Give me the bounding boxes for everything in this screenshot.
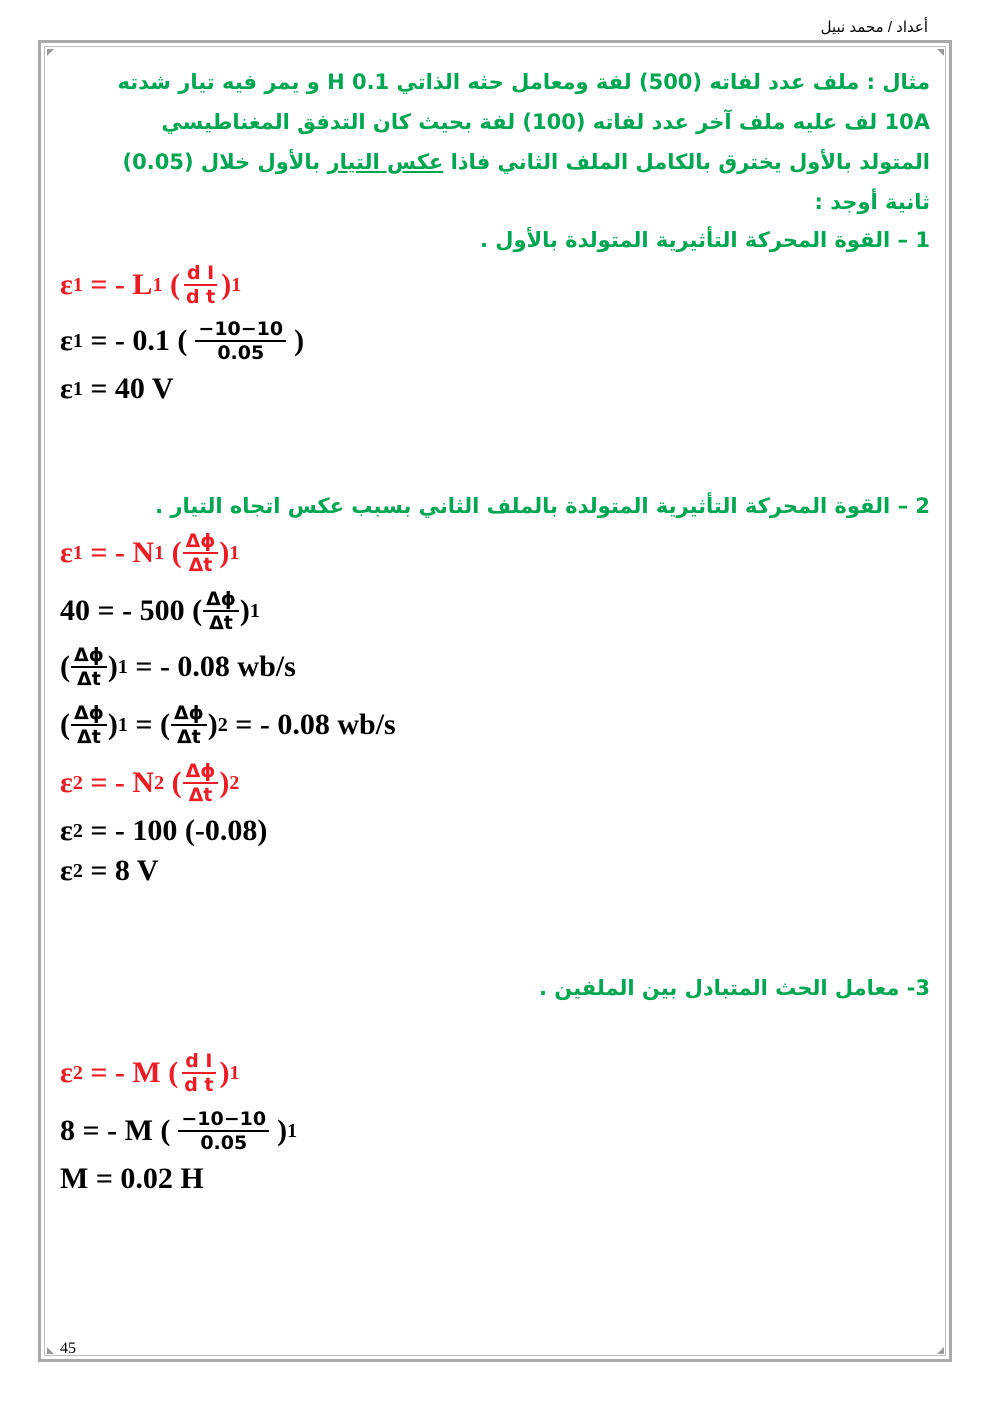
part3-equation-1: ε 2 = - M ( $\frac{\text{d I}}{\text{d t}}$ ) 1 [60, 1050, 240, 1096]
part1-equation-1: ε 1 = - L 1 ( $\frac{\text{d I}}{\text{d t}}$ ) 1 [60, 262, 242, 308]
fraction: $\frac{\text{d I}}{\text{d t}}$ [184, 1050, 214, 1096]
corner-ornament [47, 49, 54, 56]
problem-line-4: ثانية أوجد : [814, 190, 930, 214]
part3-equation-3: M = 0.02 H [60, 1162, 204, 1195]
part2-equation-5: ε 2 = - N 2 ( $\frac{\Delta\phi}{\Delta t}$ ) 2 [60, 760, 240, 806]
corner-ornament [937, 49, 944, 56]
underlined-phrase: عكس التيار [327, 150, 444, 174]
part2-equation-1: ε 1 = - N 1 ( $\frac{\Delta\phi}{\Delta t}$ ) 1 [60, 530, 240, 576]
fraction: $\frac{\Delta\phi}{\Delta t}$ [183, 530, 219, 576]
fraction: $\frac{\Delta\phi}{\Delta t}$ [71, 702, 107, 748]
fraction: $\frac{\Delta\phi}{\Delta t}$ [183, 760, 219, 806]
problem-line-3 [60, 142, 930, 182]
part2-equation-7: ε 2 = 8 V [60, 854, 159, 887]
fraction: $\frac{\text{d I}}{\text{d t}}$ [185, 262, 216, 308]
part3-equation-2: 8 = - M ( $\frac{-10-10}{0.05}$ ) 1 [60, 1108, 298, 1154]
page-number: 45 [60, 1340, 76, 1357]
fraction: $\frac{\Delta\phi}{\Delta t}$ [171, 702, 207, 748]
question-2: 2 – القوة المحركة التأثيرية المتولدة بالملف الثاني بسبب عكس اتجاه التيار . [155, 494, 930, 518]
part2-equation-2: 40 = - 500 ( $\frac{\Delta\phi}{\Delta t}$ ) 1 [60, 588, 260, 634]
fraction: $\frac{-10-10}{0.05}$ [195, 318, 286, 364]
question-1: 1 – القوة المحركة التأثيرية المتولدة بالأول . [479, 228, 930, 252]
part2-equation-3: ( $\frac{\Delta\phi}{\Delta t}$ ) 1 = - 0.08 wb/s [60, 644, 296, 690]
problem-line-3-start: المتولد بالأول يخترق بالكامل الملف الثاني فاذا [450, 150, 930, 174]
corner-ornament [47, 1347, 54, 1354]
problem-line-2: 10A لف عليه ملف آخر عدد لفاته (100) لفة بحيث كان التدفق المغناطيسي [161, 110, 930, 134]
problem-line-3-end: بالأول خلال (0.05) [122, 150, 321, 174]
part1-equation-2: ε 1 = - 0.1 ( $\frac{-10-10}{0.05}$ ) [60, 318, 305, 364]
author-header: أعداد / محمد نبيل [820, 19, 928, 36]
problem-statement [60, 62, 930, 222]
problem-line-1: مثال : ملف عدد لفاته (500) لفة ومعامل حثه الذاتي 0.1 H و يمر فيه تيار شدته [117, 70, 930, 94]
fraction: $\frac{\Delta\phi}{\Delta t}$ [71, 644, 107, 690]
part2-equation-4: ( $\frac{\Delta\phi}{\Delta t}$ ) 1 = ( $\frac{\Delta\phi}{\Delta t}$ ) 2 = - 0.08 wb/s [60, 702, 396, 748]
corner-ornament [937, 1347, 944, 1354]
part1-equation-3: ε 1 = 40 V [60, 372, 174, 405]
fraction: $\frac{-10-10}{0.05}$ [178, 1108, 269, 1154]
fraction: $\frac{\Delta\phi}{\Delta t}$ [203, 588, 239, 634]
part2-equation-6: ε 2 = - 100 (-0.08) [60, 814, 268, 847]
question-3: 3- معامل الحث المتبادل بين الملفين . [539, 976, 930, 1000]
